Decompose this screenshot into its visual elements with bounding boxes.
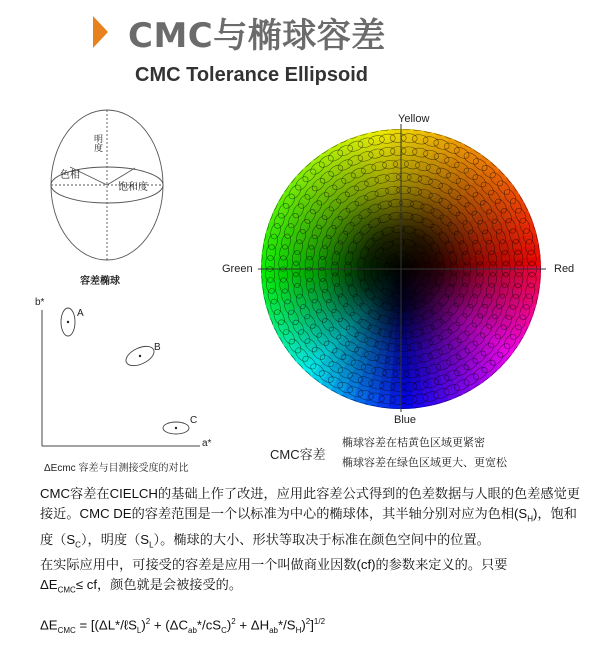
axis-label-a: a* (202, 438, 212, 449)
wheel-label-blue: Blue (394, 414, 417, 426)
wheel-label-red: Red (554, 263, 575, 275)
cmc-legend-line2: 椭球容差在绿色区域更大、更宽松 (342, 457, 507, 469)
point-label-c: C (190, 415, 198, 426)
ab-plot-caption: ΔEcmc 容差与目测接受度的对比 (44, 463, 189, 474)
ellipsoid-label-hue: 色相 (60, 170, 80, 181)
point-c (175, 427, 177, 429)
wheel-label-yellow: Yellow (398, 113, 430, 125)
point-label-a: A (77, 308, 84, 319)
description-para2: 在实际应用中，可接受的容差是应用一个叫做商业因数(cf)的参数来定义的。只要 (40, 557, 508, 573)
cmc-formula: $\Delta E_{CMC}$ = [(ΔL*/ℓS$_L$)$^2$ + $(\Delta C_{ab}*/cS_C)^2 + \Delta H_{ab}*/S_H)^2]^{1/2}$ (40, 617, 326, 636)
wheel-label-green: Green (222, 263, 253, 275)
point-a (67, 321, 69, 323)
description-para3: $\Delta E_{CMC}\le$ cf，颜色就是会被接受的。 (40, 577, 243, 595)
description-para1: CMC容差在CIELCH的基础上作了改进，应用此容差公式得到的色差数据与人眼的色差感觉更接近。CMC DE的容差范围是一个以标准为中心的椭球体，其半轴分别对应为色相$(S_H)$，饱和度$(S_C)$，明度$(S_L)$。椭球的大小、形状等取决于标准在颜色空间中的位置。 (40, 486, 580, 550)
ellipsoid-caption: 容差椭球 (80, 276, 120, 287)
point-label-b: B (154, 342, 161, 353)
ellipsoid-label-chroma: 饱和度 (118, 182, 148, 193)
ab-plot (42, 308, 200, 446)
description (40, 484, 580, 601)
cmc-legend-line1: 椭球容差在桔黄色区域更紧密 (342, 437, 485, 449)
page-subtitle: CMC Tolerance Ellipsoid (135, 64, 368, 86)
ellipsoid-label-lightness: 明度 (93, 134, 103, 152)
page-title: CMC与椭球容差 (128, 16, 386, 56)
point-b (139, 355, 141, 357)
axis-label-b: b* (35, 297, 45, 308)
cmc-legend-title: CMC容差 (270, 447, 326, 462)
